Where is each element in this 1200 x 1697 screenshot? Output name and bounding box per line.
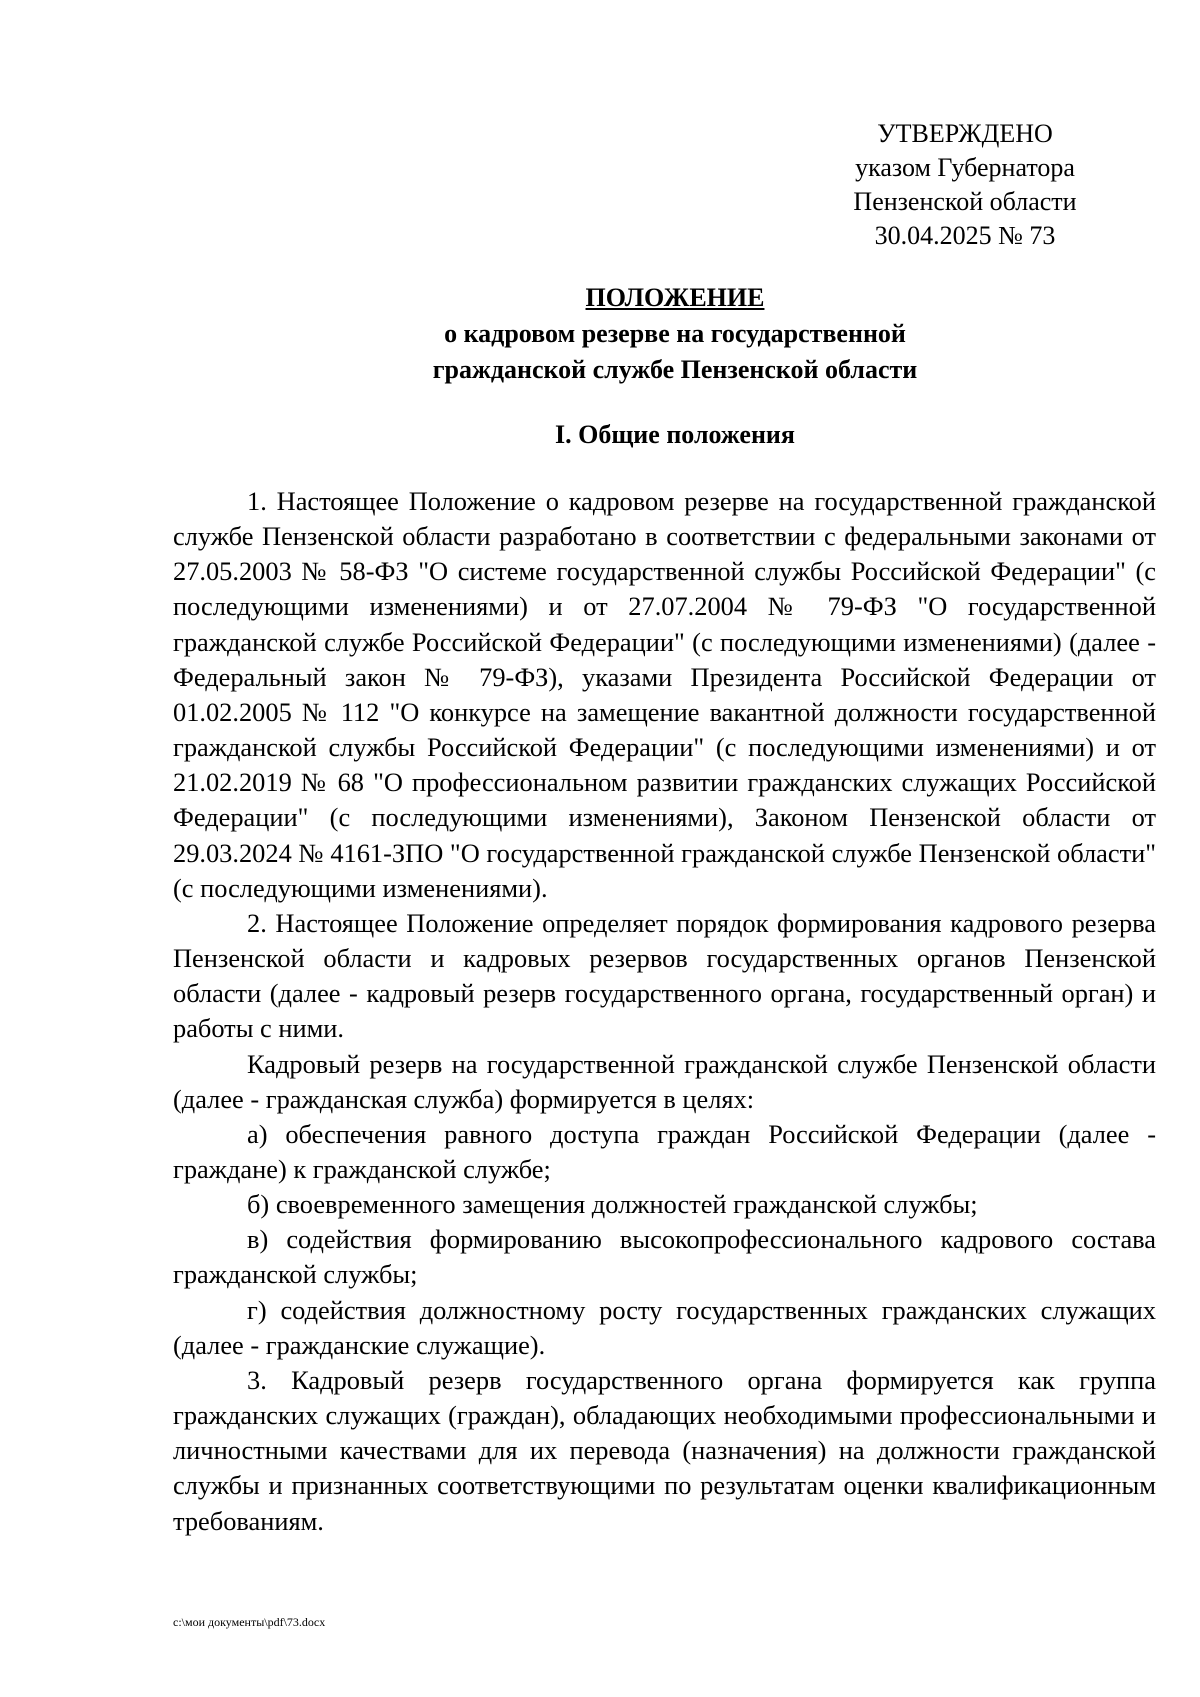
paragraph-2: 2. Настоящее Положение определяет порядок формирования кадрового резерва Пензенской области и кадровых резервов государственных органов Пензенской области (далее - кадровый резерв государственного органа, государственный орган) и работы с ними. <box>173 907 1156 1044</box>
approval-stamp <box>800 117 1130 253</box>
list-item-g: г) содействия должностному росту государственных гражданских служащих (далее - гражданские служащие). <box>173 1294 1156 1360</box>
paragraph-3: 3. Кадровый резерв государственного органа формируется как группа гражданских служащих (граждан), обладающих необходимыми профессиональными и личностными качествами для их перевода (назначения) на должности гражданской службы и признанных соответствующими по результатам оценки квалификационным требованиям. <box>173 1364 1156 1536</box>
list-item-b: б) своевременного замещения должностей гражданской службы; <box>247 1189 978 1220</box>
section-heading: I. Общие положения <box>555 420 795 449</box>
document-body <box>173 484 1156 1539</box>
title-line-2: о кадровом резерве на государственной <box>444 319 906 348</box>
approval-line-approved: УТВЕРЖДЕНО <box>877 119 1053 148</box>
approval-line-region: Пензенской области <box>853 187 1077 216</box>
paragraph-reserve-goals: Кадровый резерв на государственной гражданской службе Пензенской области (далее - гражданская служба) формируется в целях: <box>173 1048 1156 1114</box>
document-title <box>175 280 1175 388</box>
approval-line-decree: указом Губернатора <box>855 153 1075 182</box>
title-main: ПОЛОЖЕНИЕ <box>585 283 765 312</box>
approval-line-date-number: 30.04.2025 № 73 <box>874 221 1056 250</box>
paragraph-1: 1. Настоящее Положение о кадровом резерве на государственной гражданской службе Пензенской области разработано в соответствии с федеральными законами от 27.05.2003 № 58-ФЗ "О системе государственной службы Российской Федерации" (с последующими изменениями) и от 27.07.2004 № 79-ФЗ "О государственной гражданской службе Российской Федерации" (с последующими изменениями) (далее - Федеральный закон № 79-ФЗ), указами Президента Российской Федерации от 01.02.2005 № 112 "О конкурсе на замещение вакантной должности государственной гражданской службы Российской Федерации" (с последующими изменениями) и от 21.02.2019 № 68 "О профессиональном развитии гражданских служащих Российской Федерации" (с последующими изменениями), Законом Пензенской области от 29.03.2024 № 4161-ЗПО "О государственной гражданской службе Пензенской области" (с последующими изменениями). <box>173 486 1156 903</box>
list-item-a: а) обеспечения равного доступа граждан Российской Федерации (далее - граждане) к гражданской службе; <box>173 1118 1156 1184</box>
title-line-3: гражданской службе Пензенской области <box>432 355 918 384</box>
list-item-v: в) содействия формированию высокопрофессионального кадрового состава гражданской службы; <box>173 1224 1156 1290</box>
footer-file-path: c:\мои документы\pdf\73.docx <box>173 1615 326 1629</box>
